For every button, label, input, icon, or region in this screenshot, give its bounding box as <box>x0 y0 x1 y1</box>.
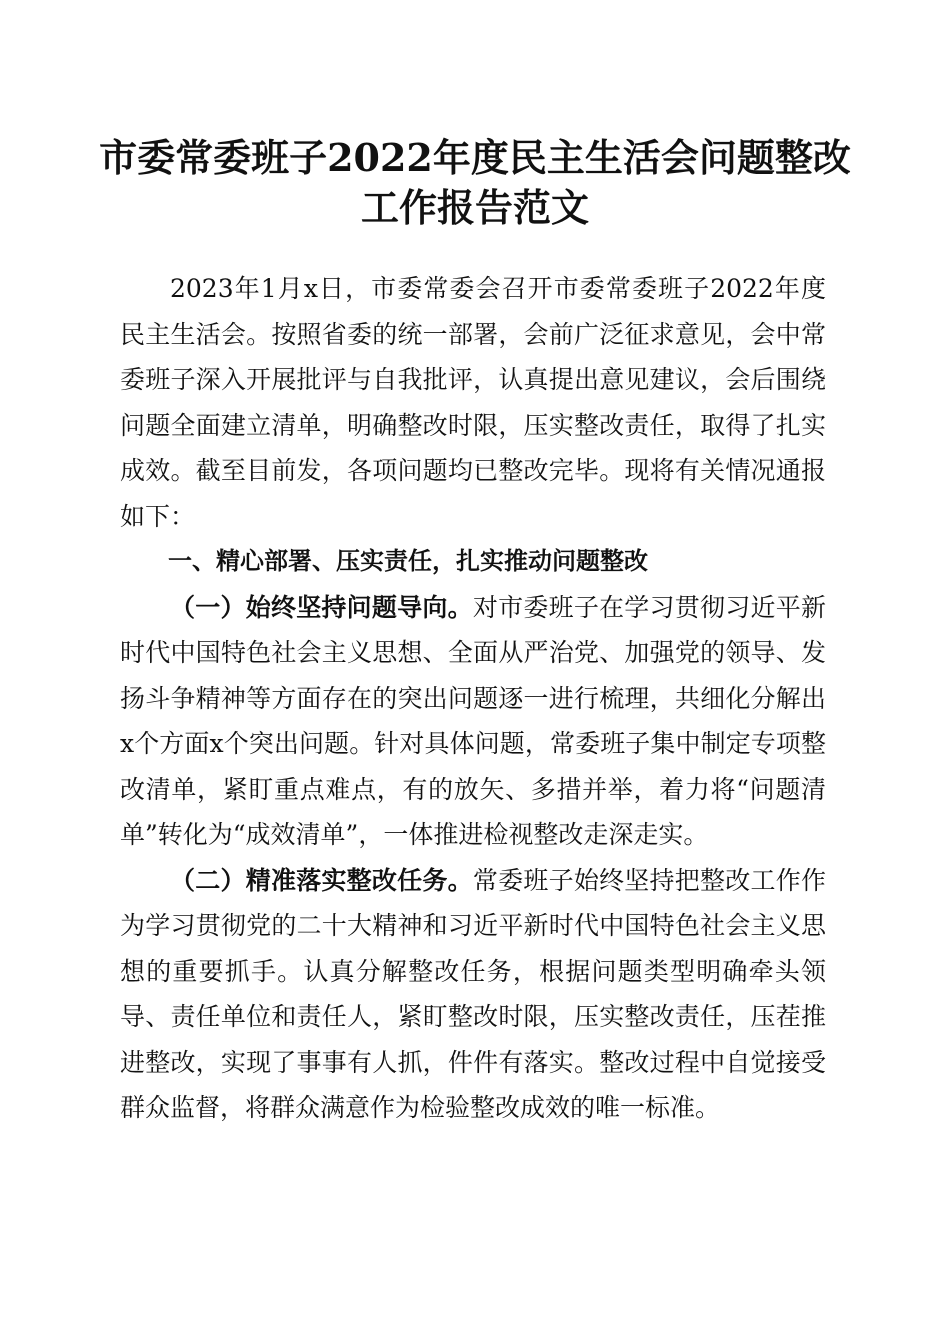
title-line-2: 工作报告范文 <box>360 185 589 230</box>
section-heading-1: 一、精心部署、压实责任，扎实推动问题整改 <box>168 547 648 575</box>
subsection-lead-1: （一）始终坚持问题导向。 <box>170 592 473 622</box>
subsection-paragraph-1 <box>120 585 826 858</box>
subsection-paragraph-2 <box>120 858 826 1131</box>
title-line-1: 市委常委班子2022年度民主生活会问题整改 <box>99 135 851 180</box>
subsection-text-2: 常委班子始终坚持把整改工作作为学习贯彻党的二十大精神和习近平新时代中国特色社会主义思想的重要抓手。认真分解整改任务，根据问题类型明确牵头领导、责任单位和责任人，紧盯整改时限，压实整改责任，压茬推进整改，实现了事事有人抓，件件有落实。整改过程中自觉接受群众监督，将群众满意作为检验整改成效的唯一标准。 <box>120 865 826 1122</box>
subsection-lead-2: （二）精准落实整改任务。 <box>170 865 473 895</box>
document-title <box>60 133 890 233</box>
intro-paragraph: 2023年1月x日，市委常委会召开市委常委班子2022年度民主生活会。按照省委的统一部署，会前广泛征求意见，会中常委班子深入开展批评与自我批评，认真提出意见建议，会后围绕问题全面建立清单，明确整改时限，压实整改责任，取得了扎实成效。截至目前发，各项问题均已整改完毕。现将有关情况通报如下： <box>120 274 826 531</box>
subsection-text-1: 对市委班子在学习贯彻习近平新时代中国特色社会主义思想、全面从严治党、加强党的领导、发扬斗争精神等方面存在的突出问题逐一进行梳理，共细化分解出x个方面x个突出问题。针对具体问题，常委班子集中制定专项整改清单，紧盯重点难点，有的放矢、多措并举，着力将“问题清单”转化为“成效清单”，一体推进检视整改走深走实。 <box>120 592 826 849</box>
document-body <box>120 266 826 1131</box>
